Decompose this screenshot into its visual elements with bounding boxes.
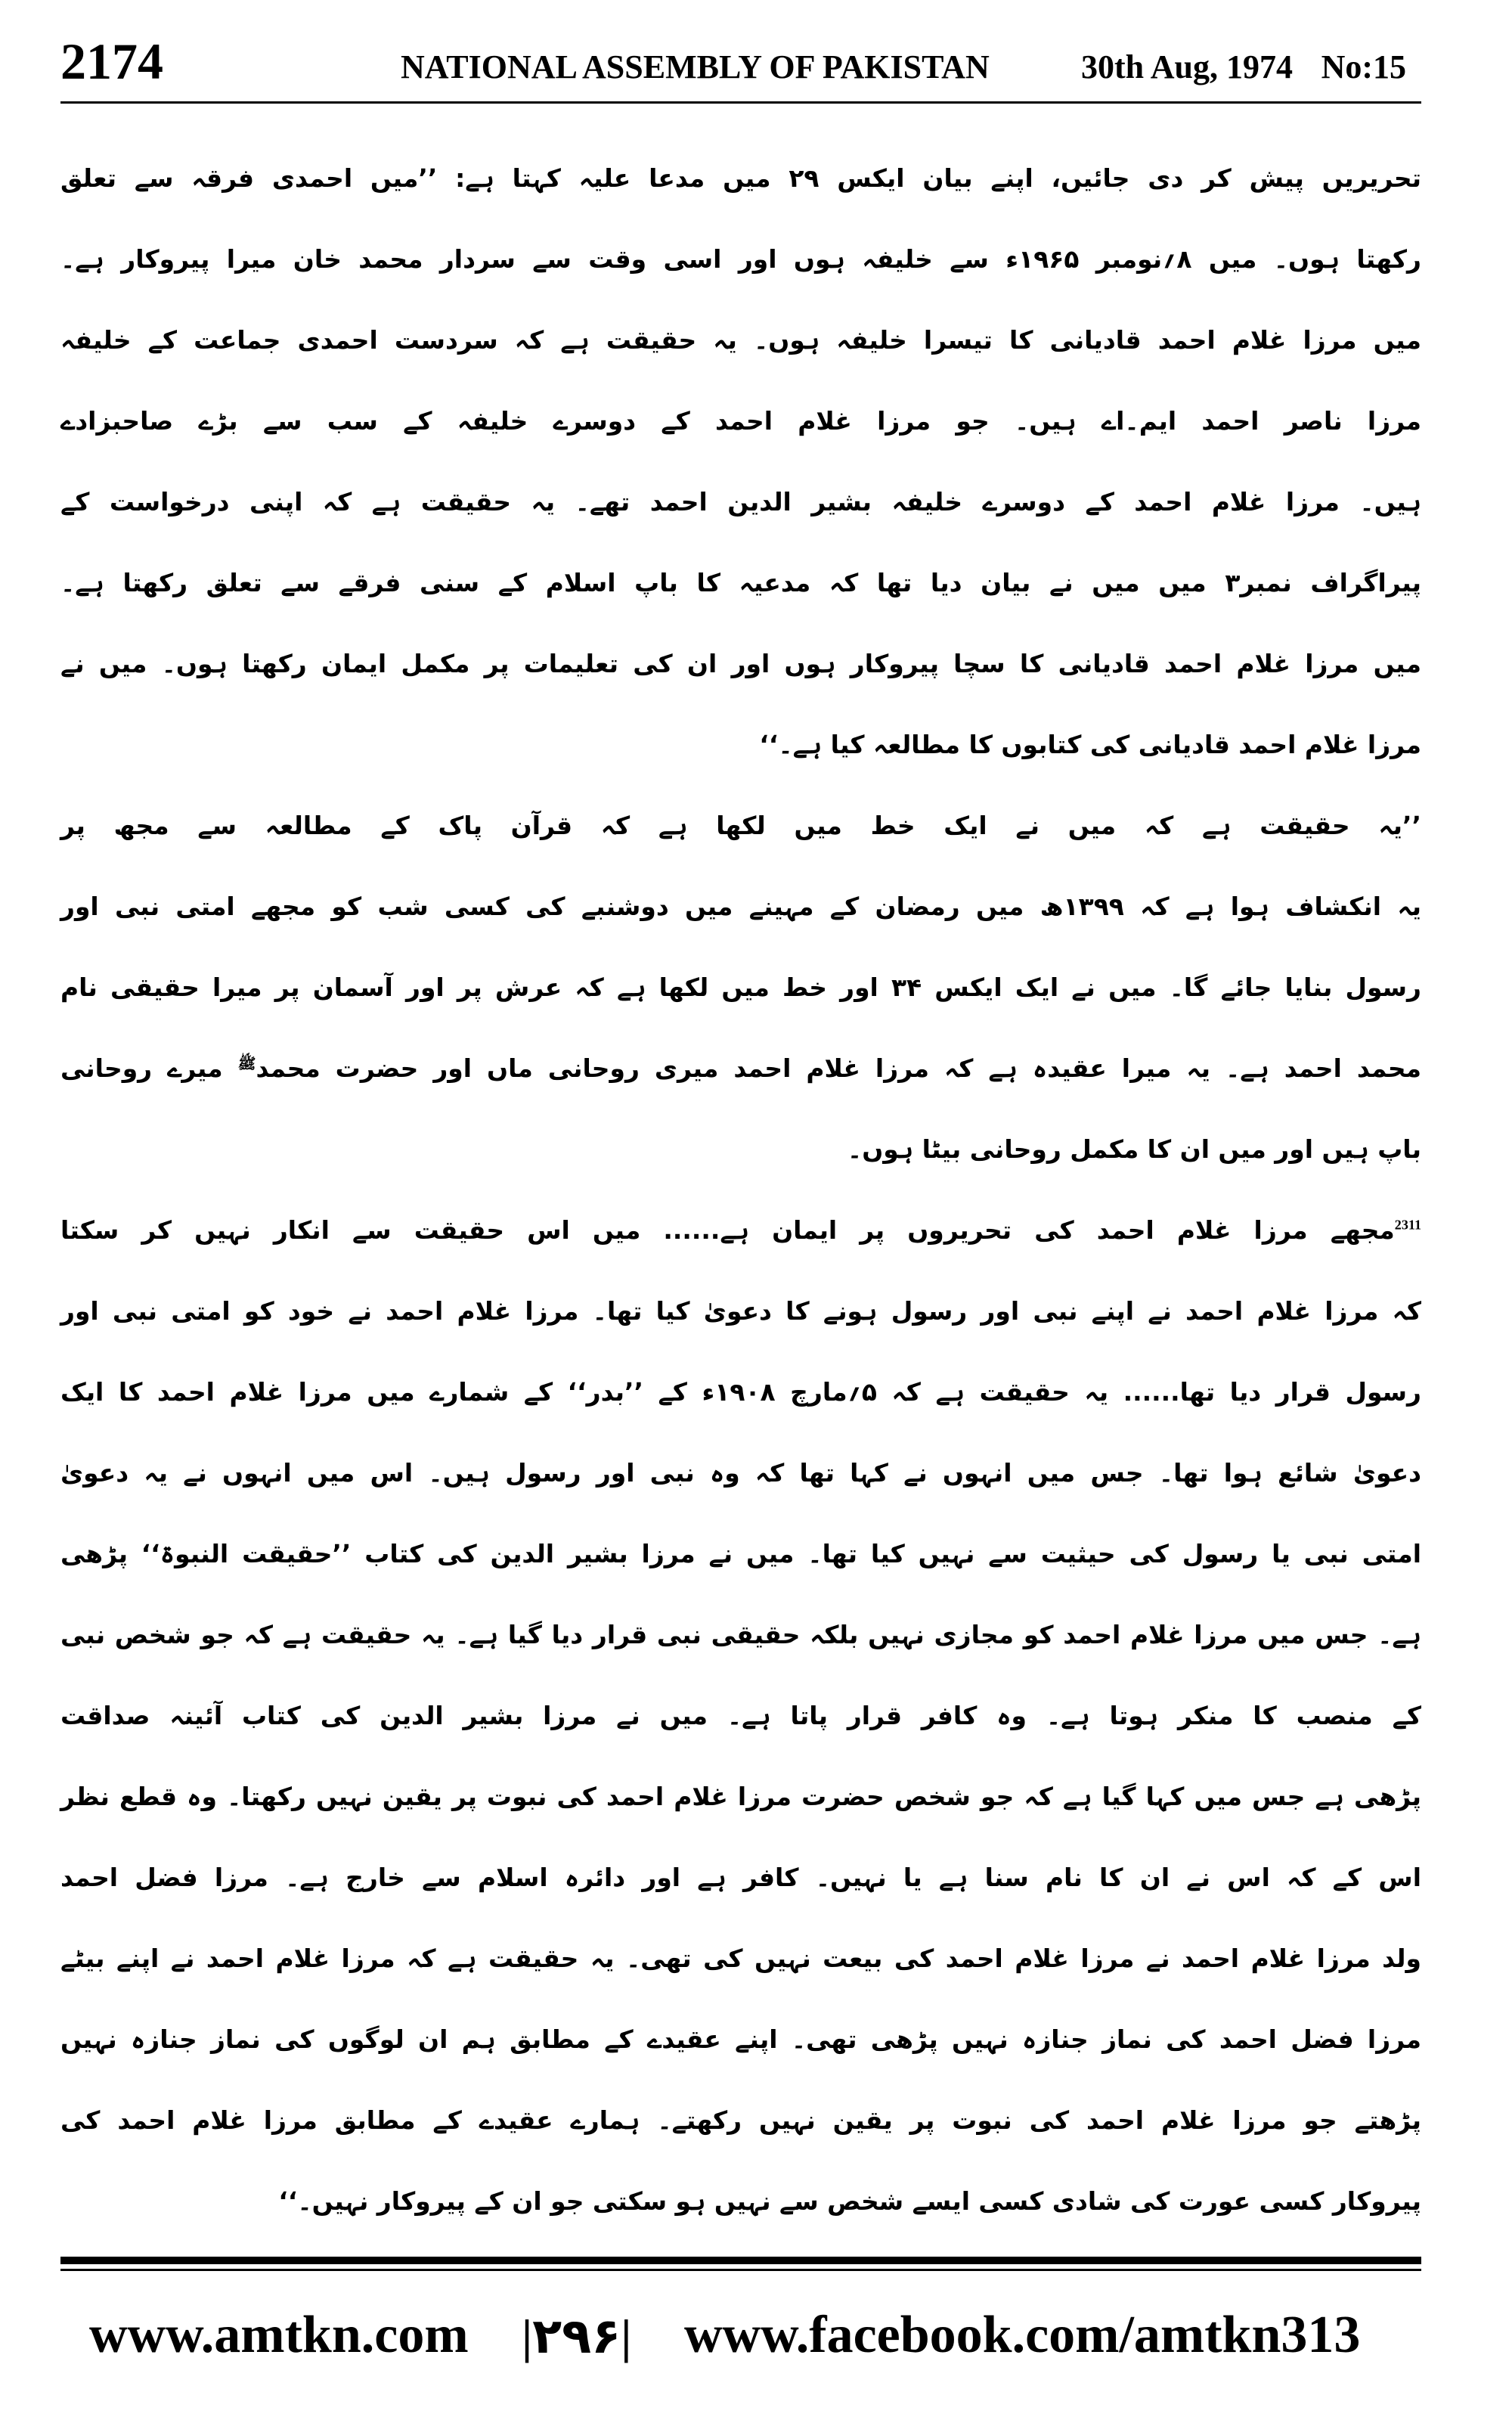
line-text: پیراگراف نمبر۳ میں میں نے بیان دیا تھا کہ مدعیہ کا باپ اسلام کے سنی فرقے سے تعلق رکھتا ہے۔ (60, 568, 1421, 597)
text-line (60, 623, 1421, 704)
text-line (60, 461, 1421, 542)
text-line (60, 1594, 1421, 1675)
text-line (60, 138, 1421, 219)
line-text: ہے۔ جس میں مرزا غلام احمد کو مجازی نہیں بلکہ حقیقی نبی قرار دیا گیا ہے۔ یہ حقیقت ہے کہ جو شخص نبی (60, 1620, 1421, 1649)
text-line (60, 1270, 1421, 1351)
website-url: www.amtkn.com (89, 2306, 469, 2364)
session-date: 30th Aug, 1974 (1081, 48, 1293, 85)
line-text: میں مرزا غلام احمد قادیانی کا تیسرا خلیفہ ہوں۔ یہ حقیقت ہے کہ سردست احمدی جماعت کے خلیفہ (60, 325, 1421, 355)
text-line (60, 1675, 1421, 1756)
text-line (60, 1432, 1421, 1513)
text-line (60, 704, 1421, 785)
header-rule (60, 101, 1421, 104)
body-text (60, 138, 1421, 2242)
line-text-segment: میرے روحانی (60, 1053, 223, 1083)
line-text: باپ ہیں اور میں ان کا مکمل روحانی بیٹا ہوں۔ (847, 1134, 1421, 1164)
line-text: تحریریں پیش کر دی جائیں، اپنے بیان ایکس ۲۹ میں مدعا علیہ کہتا ہے: ’’میں احمدی فرقہ سے تعلق (60, 163, 1421, 193)
text-line (60, 219, 1421, 299)
text-line (60, 1109, 1421, 1190)
line-text: رکھتا ہوں۔ میں ۸؍نومبر ۱۹۶۵ء سے خلیفہ ہوں اور اسی وقت سے سردار محمد خان میرا پیروکار ہے۔ (60, 244, 1421, 274)
line-text: پڑھی ہے جس میں کہا گیا ہے کہ جو شخص حضرت مرزا غلام احمد کی نبوت پر یقین نہیں رکھتا۔ وہ قطع نظر (60, 1782, 1421, 1811)
line-text: پیروکار کسی عورت کی شادی کسی ایسے شخص سے نہیں ہو سکتی جو ان کے پیروکار نہیں۔‘‘ (278, 2186, 1421, 2216)
text-line (60, 1918, 1421, 1999)
text-line (60, 1999, 1421, 2080)
text-line (60, 2080, 1421, 2161)
issue-number: No:15 (1321, 48, 1406, 85)
line-text-segment: محمد احمد ہے۔ یہ میرا عقیدہ ہے کہ مرزا غلام احمد میری روحانی ماں اور حضرت محمد (256, 1053, 1421, 1083)
text-line (60, 866, 1421, 947)
line-text: رسول قرار دیا تھا...... یہ حقیقت ہے کہ ۵؍مارچ ۱۹۰۸ء کے ’’بدر‘‘ کے شمارے میں مرزا غلام احمد کا ایک (60, 1377, 1421, 1407)
publication-title: NATIONAL ASSEMBLY OF PAKISTAN (401, 48, 990, 85)
line-text: ہیں۔ مرزا غلام احمد کے دوسرے خلیفہ بشیر الدین احمد تھے۔ یہ حقیقت ہے کہ اپنی درخواست کے (60, 487, 1421, 517)
text-line (60, 542, 1421, 623)
honorific-symbol: ﷺ (237, 1055, 256, 1073)
line-text: دعویٰ شائع ہوا تھا۔ جس میں انہوں نے کہا تھا کہ وہ نبی اور رسول ہیں۔ اس میں انہوں نے یہ دعویٰ (60, 1458, 1421, 1488)
text-line (60, 1756, 1421, 1837)
line-text: یہ انکشاف ہوا ہے کہ ۱۳۹۹ھ میں رمضان کے مہینے میں دوشنبے کی کسی شب کو مجھے امتی نبی اور (60, 892, 1421, 921)
book-page-number: |۲۹۶| (522, 2310, 632, 2363)
text-line (60, 2161, 1421, 2242)
facebook-url: www.facebook.com/amtkn313 (684, 2306, 1361, 2364)
line-text: مرزا غلام احمد قادیانی کی کتابوں کا مطالعہ کیا ہے۔‘‘ (759, 730, 1421, 759)
text-line (60, 1513, 1421, 1594)
text-line (60, 1351, 1421, 1432)
line-text (60, 1215, 1421, 1245)
line-text: ’’یہ حقیقت ہے کہ میں نے ایک خط میں لکھا ہے کہ قرآن پاک کے مطالعہ سے مجھ پر (60, 811, 1421, 840)
line-text: رسول بنایا جائے گا۔ میں نے ایک ایکس ۳۴ اور خط میں لکھا ہے کہ عرش پر اور آسمان پر میرا حقیقی نام (60, 973, 1421, 1002)
line-text: کے منصب کا منکر ہوتا ہے۔ وہ کافر قرار پاتا ہے۔ میں نے مرزا بشیر الدین کی کتاب آئینہ صداقت (60, 1701, 1421, 1730)
line-text (60, 1053, 1421, 1083)
text-line (60, 1028, 1421, 1109)
line-text: پڑھتے جو مرزا غلام احمد کی نبوت پر یقین نہیں رکھتے۔ ہمارے عقیدے کے مطابق مرزا غلام احمد کی (60, 2105, 1421, 2135)
line-text-segment: مجھے مرزا غلام احمد کی تحریروں پر ایمان ہے...... میں اس حقیقت سے انکار نہیں کر سکتا (60, 1215, 1395, 1245)
line-text: اس کے کہ اس نے ان کا نام سنا ہے یا نہیں۔ کافر ہے اور دائرہ اسلام سے خارج ہے۔ مرزا فضل احمد (60, 1863, 1421, 1892)
line-text: امتی نبی یا رسول کی حیثیت سے نہیں کیا تھا۔ میں نے مرزا بشیر الدین کی کتاب ’’حقیقت النبوۃ‘‘ پڑھی (60, 1539, 1421, 1568)
line-text: مرزا فضل احمد کی نماز جنازہ نہیں پڑھی تھی۔ اپنے عقیدے کے مطابق ہم ان لوگوں کی نماز جنازہ نہیں (60, 2024, 1421, 2054)
line-text: میں مرزا غلام احمد قادیانی کا سچا پیروکار ہوں اور ان کی تعلیمات پر مکمل ایمان رکھتا ہوں۔ میں نے (60, 649, 1421, 678)
original-page-marker: 2311 (1394, 1217, 1421, 1233)
line-text: مرزا ناصر احمد ایم۔اے ہیں۔ جو مرزا غلام احمد کے دوسرے خلیفہ کے سب سے بڑے صاحبزادے (60, 406, 1421, 436)
footer-rule-thin (60, 2269, 1421, 2271)
line-text: کہ مرزا غلام احمد نے اپنے نبی اور رسول ہونے کا دعویٰ کیا تھا۔ مرزا غلام احمد نے خود کو امتی نبی اور (60, 1296, 1421, 1326)
line-text: ولد مرزا غلام احمد نے مرزا غلام احمد کی بیعت نہیں کی تھی۔ یہ حقیقت ہے کہ مرزا غلام احمد نے اپنے بیٹے (60, 1944, 1421, 1973)
text-line (60, 299, 1421, 380)
footer-rule-thick (60, 2257, 1421, 2264)
page-number: 2174 (60, 33, 163, 90)
text-line (60, 380, 1421, 461)
text-line (60, 1190, 1421, 1270)
text-line (60, 785, 1421, 866)
text-line (60, 1837, 1421, 1918)
text-line (60, 947, 1421, 1028)
